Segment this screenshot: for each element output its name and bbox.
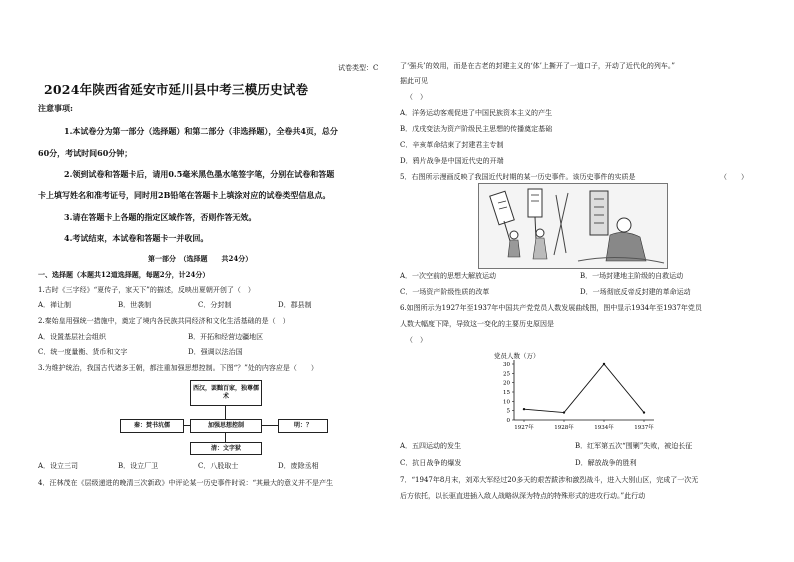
note-line: 卡上填写姓名和准考证号，同时用2B铅笔在答题卡上填涂对应的试卷类型信息点。 [38, 190, 331, 200]
diagram-top-box: 西汉，罢黜百家，独尊儒术 [190, 380, 262, 406]
q4-continuation: 据此可见 [400, 77, 428, 85]
chart-data-point [523, 408, 525, 410]
q4-continuation: 了‘强兵’的效用，而是在古老的封建主义的‘体’上撕开了一道口子，开动了近代化的列车。” [400, 62, 675, 70]
q3-option-a[interactable]: A．设立三司 [38, 462, 79, 470]
chart-x-tick-label: 1937年 [634, 425, 654, 431]
q5-option-d[interactable]: D．一场彻底反帝反封建的革命运动 [580, 288, 691, 296]
diagram-bottom-box: 清：文字狱 [190, 442, 262, 455]
chart-y-tick-label: 5 [506, 408, 510, 415]
q4-option-c[interactable]: C．辛亥革命结束了封建君主专制 [400, 141, 504, 149]
diagram-connector [225, 405, 226, 419]
q6-option-b[interactable]: B．红军第五次“围剿”失败，被迫长征 [575, 442, 693, 450]
q5-stem: 5．右图所示漫画反映了我国近代时期的某一历史事件。该历史事件的实质是 [400, 173, 636, 181]
q7-stem: 后方依托，以长驱直进插入敌人战略纵深为特点的特殊形式的进攻行动。”此行动 [400, 492, 646, 500]
q2-stem: 2.秦始皇用强统一措施中，奠定了境内各民族共同经济和文化生活基础的是（ ） [38, 317, 290, 325]
q6-stem: 人数大幅度下降，导致这一变化的主要历史原因是 [400, 320, 554, 328]
q5-option-a[interactable]: A．一次空前的思想大解放运动 [400, 272, 497, 280]
note-line: 4.考试结束，本试卷和答题卡一并收回。 [64, 233, 209, 243]
chart-x-tick-label: 1928年 [554, 425, 574, 431]
q7-stem: 7．“1947年8月末，刘邓大军经过20多天的艰苦跋涉和激烈战斗，进入大别山区，完成了一次无 [400, 476, 699, 484]
q4-option-b[interactable]: B．戊戌变法为资产阶级民主思想的传播奠定基础 [400, 125, 553, 133]
q5-answer-paren: （ ） [720, 173, 748, 181]
q4-answer-paren: （ ） [406, 93, 427, 101]
q6-answer-paren: （ ） [406, 336, 427, 344]
q4-option-a[interactable]: A．洋务运动客观促进了中国民族资本主义的产生 [400, 109, 553, 117]
q6-option-a[interactable]: A．五四运动的发生 [400, 442, 462, 450]
q1-stem: 1.古时《三字经》“夏传子，家天下”的描述，反映出夏朝开创了（ ） [38, 286, 255, 294]
diagram-right-box: 明：？ [278, 419, 328, 433]
q5-cartoon-image [478, 183, 668, 269]
chart-y-tick-label: 30 [503, 362, 510, 368]
q2-option-b[interactable]: B．开拓和经营边疆地区 [188, 333, 264, 341]
chart-x-tick-label: 1934年 [594, 425, 614, 431]
q6-option-d[interactable]: D．解放战争的胜利 [575, 459, 637, 467]
q3-option-b[interactable]: B．设立厂卫 [118, 462, 159, 470]
q2-option-a[interactable]: A．设置基层社会组织 [38, 333, 107, 341]
part1-heading: 第一部分 （选择题 共24分） [148, 254, 253, 263]
chart-y-tick-label: 10 [503, 399, 510, 406]
q1-option-d[interactable]: D．郡县制 [278, 301, 312, 309]
note-line: 60分，考试时间60分钟； [38, 148, 133, 158]
notes-heading: 注意事项: [38, 103, 73, 113]
chart-y-tick-label: 25 [503, 371, 510, 378]
q5-option-c[interactable]: C．一场资产阶级性质的改革 [400, 288, 490, 296]
page-title: 2024年陕西省延安市延川县中考三模历史试卷 [44, 82, 309, 97]
q3-stem: 3.为维护统治，我国古代诸多王朝，都注重加强思想控制。下图“？”处的内容应是（ ） [38, 364, 318, 372]
chart-data-point [603, 363, 605, 365]
chart-y-tick-label: 15 [503, 390, 510, 396]
q1-option-a[interactable]: A．禅让制 [38, 301, 72, 309]
q5-option-b[interactable]: B．一场封建地主阶级的自救运动 [580, 272, 684, 280]
note-line: 2.领到试卷和答题卡后，请用0.5毫米黑色墨水笔签字笔，分别在试卷和答题 [64, 169, 335, 179]
q2-option-c[interactable]: C．统一度量衡、货币和文字 [38, 348, 128, 356]
diagram-connector [261, 425, 278, 426]
exam-type: 试卷类型：C [338, 64, 379, 72]
chart-data-point [643, 411, 645, 413]
section1-heading: 一、选择题（本题共12道选择题，每题2分，计24分） [38, 270, 210, 279]
diagram-center-box: 加强思想控制 [190, 419, 262, 433]
q6-line-chart [488, 350, 668, 436]
q3-option-c[interactable]: C．八股取士 [198, 462, 239, 470]
diagram-connector [225, 432, 226, 442]
q1-option-c[interactable]: C．分封制 [198, 301, 232, 309]
note-line: 3.请在答题卡上各题的指定区域作答，否则作答无效。 [64, 212, 257, 222]
q4-stem: 4．汪林茂在《层级递进的晚清三次新政》中评论某一历史事件时说：“其最大的意义并不是产生 [38, 479, 334, 487]
diagram-left-box: 秦：焚书坑儒 [120, 419, 184, 433]
chart-x-tick-label: 1927年 [514, 425, 534, 431]
q2-option-d[interactable]: D．强调以法治国 [188, 348, 243, 356]
chart-series-line [524, 364, 644, 413]
q3-option-d[interactable]: D．废除丞相 [278, 462, 319, 470]
q6-stem: 6.如图所示为1927年至1937年中国共产党党员人数发展曲线图，图中显示1934年至1937年党员 [400, 304, 702, 312]
q4-option-d[interactable]: D．鸦片战争是中国近代史的开端 [400, 157, 504, 165]
q6-option-c[interactable]: C．抗日战争的爆发 [400, 459, 462, 467]
chart-data-point [563, 411, 565, 413]
note-line: 1.本试卷分为第一部分（选择题）和第二部分（非选择题），全卷共4页，总分 [64, 126, 338, 136]
q1-option-b[interactable]: B．世袭制 [118, 301, 152, 309]
chart-y-tick-label: 0 [506, 418, 510, 424]
chart-y-tick-label: 20 [503, 380, 510, 387]
chart-y-axis-label: 党员人数（万） [494, 352, 540, 360]
